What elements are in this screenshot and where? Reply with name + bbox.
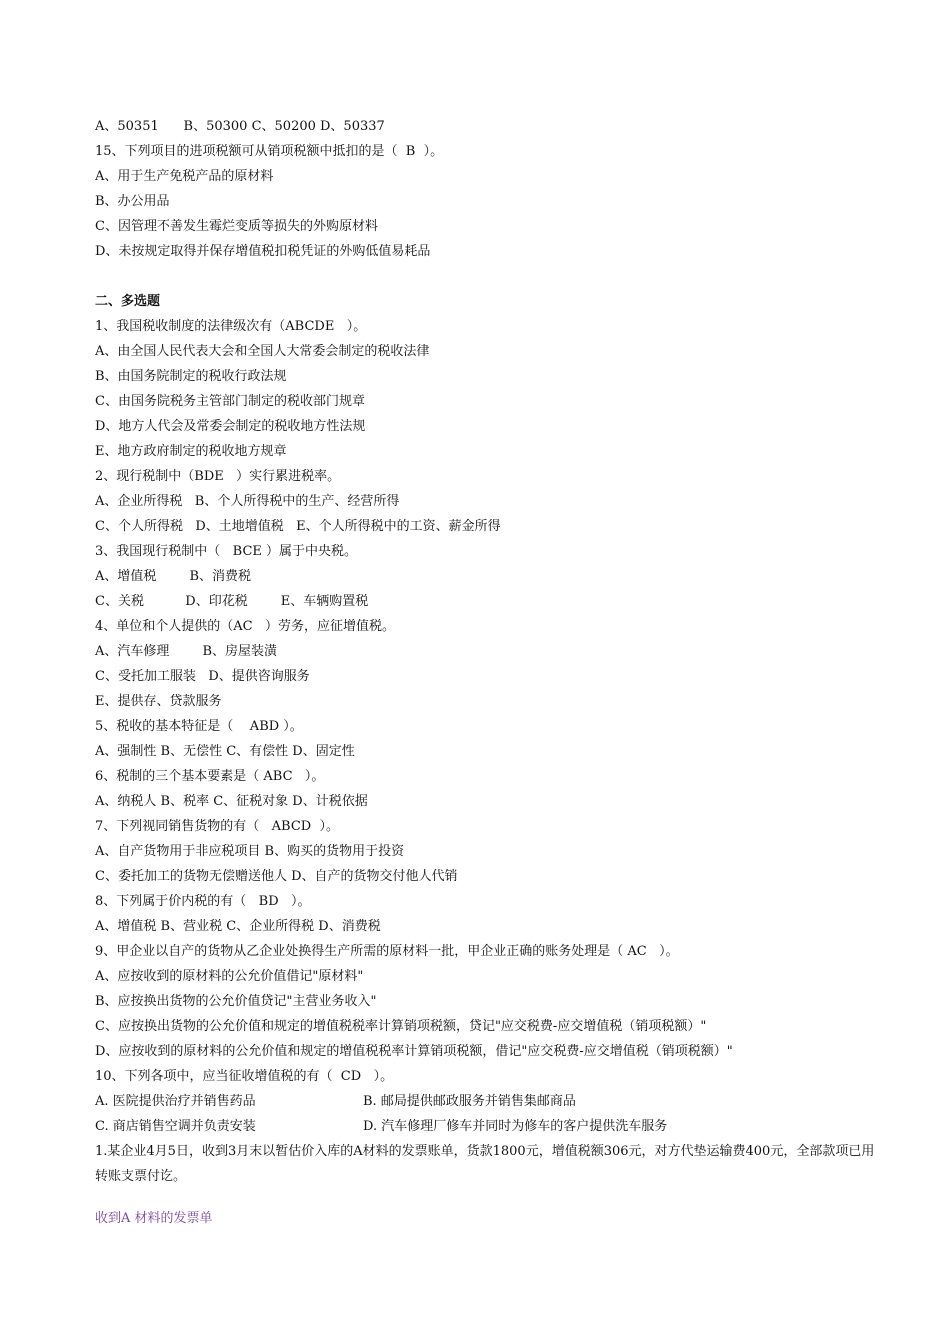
- text-line: 15、下列项目的进项税额可从销项税额中抵扣的是（ B ）。: [95, 144, 444, 159]
- text-line: 10、下列各项中，应当征收增值税的有（ CD ）。: [95, 1069, 394, 1084]
- text-line: C、委托加工的货物无偿赠送他人 D、自产的货物交付他人代销: [95, 869, 458, 884]
- option-left: A. 医院提供治疗并销售药品: [95, 1094, 256, 1109]
- text-line: A、纳税人 B、税率 C、征税对象 D、计税依据: [95, 794, 368, 809]
- text-line: 3、我国现行税制中（ BCE ）属于中央税。: [95, 544, 358, 559]
- text-line: 2、现行税制中（BDE ）实行累进税率。: [95, 469, 341, 484]
- text-line: A、增值税 B、营业税 C、企业所得税 D、消费税: [95, 919, 381, 934]
- text-line: E、地方政府制定的税收地方规章: [95, 444, 287, 459]
- text-line: C、个人所得税 D、土地增值税 E、个人所得税中的工资、薪金所得: [95, 519, 501, 534]
- option-right: D. 汽车修理厂修车并同时为修车的客户提供洗车服务: [363, 1119, 668, 1134]
- text-line: 4、单位和个人提供的（AC ）劳务，应征增值税。: [95, 619, 396, 634]
- text-line: B、办公用品: [95, 194, 170, 209]
- text-line: 1、我国税收制度的法律级次有（ABCDE ）。: [95, 319, 367, 334]
- text-line: A、应按收到的原材料的公允价值借记"原材料": [95, 969, 364, 984]
- footer-note: 收到A 材料的发票单: [95, 1211, 213, 1226]
- text-line: A、增值税 B、消费税: [95, 569, 252, 584]
- text-line: D、应按收到的原材料的公允价值和规定的增值税税率计算销项税额，借记"应交税费-应交增值税（销项税额）": [95, 1044, 733, 1059]
- text-line: C、应按换出货物的公允价值和规定的增值税税率计算销项税额，贷记"应交税费-应交增值税（销项税额）": [95, 1019, 707, 1034]
- text-line: B、由国务院制定的税收行政法规: [95, 369, 287, 384]
- option-right: B. 邮局提供邮政服务并销售集邮商品: [363, 1094, 576, 1109]
- text-line: C、因管理不善发生霉烂变质等损失的外购原材料: [95, 219, 378, 234]
- text-line: 8、下列属于价内税的有（ BD ）。: [95, 894, 311, 909]
- option-row: [95, 1114, 875, 1139]
- text-line: A、50351 B、50300 C、50200 D、50337: [95, 119, 385, 134]
- option-row: [95, 1089, 875, 1114]
- case-paragraph: 1.某企业4月5日，收到3月末以暂估价入库的A材料的发票账单，货款1800元，增值税额306元，对方代垫运输费400元，全部款项已用转账支票付讫。: [95, 1144, 875, 1184]
- question-block-multi: [95, 314, 875, 1089]
- text-line: B、应按换出货物的公允价值贷记"主营业务收入": [95, 994, 377, 1009]
- text-line: C、由国务院税务主管部门制定的税收部门规章: [95, 394, 365, 409]
- text-line: 7、下列视同销售货物的有（ ABCD ）。: [95, 819, 339, 834]
- text-line: A、企业所得税 B、个人所得税中的生产、经营所得: [95, 494, 400, 509]
- text-line: A、由全国人民代表大会和全国人大常委会制定的税收法律: [95, 344, 430, 359]
- text-line: A、强制性 B、无偿性 C、有偿性 D、固定性: [95, 744, 355, 759]
- blank-gap: [95, 1189, 875, 1206]
- text-line: A、自产货物用于非应税项目 B、购买的货物用于投资: [95, 844, 405, 859]
- text-line: 5、税收的基本特征是（ ABD ）。: [95, 719, 303, 734]
- document-page: [95, 114, 875, 1231]
- text-line: A、汽车修理 B、房屋装潢: [95, 644, 278, 659]
- question-block-top: [95, 114, 875, 264]
- text-line: 9、甲企业以自产的货物从乙企业处换得生产所需的原材料一批，甲企业正确的账务处理是（ AC ）。: [95, 944, 679, 959]
- text-line: D、地方人代会及常委会制定的税收地方性法规: [95, 419, 366, 434]
- text-line: E、提供存、贷款服务: [95, 694, 222, 709]
- text-line: C、关税 D、印花税 E、车辆购置税: [95, 594, 369, 609]
- section-heading: 二、多选题: [95, 294, 161, 309]
- text-line: D、未按规定取得并保存增值税扣税凭证的外购低值易耗品: [95, 244, 431, 259]
- text-line: 6、税制的三个基本要素是（ ABC ）。: [95, 769, 325, 784]
- blank-line: [95, 264, 875, 289]
- option-left: C. 商店销售空调并负责安装: [95, 1119, 256, 1134]
- text-line: C、受托加工服装 D、提供咨询服务: [95, 669, 310, 684]
- text-line: A、用于生产免税产品的原材料: [95, 169, 274, 184]
- two-column-options: [95, 1089, 875, 1139]
